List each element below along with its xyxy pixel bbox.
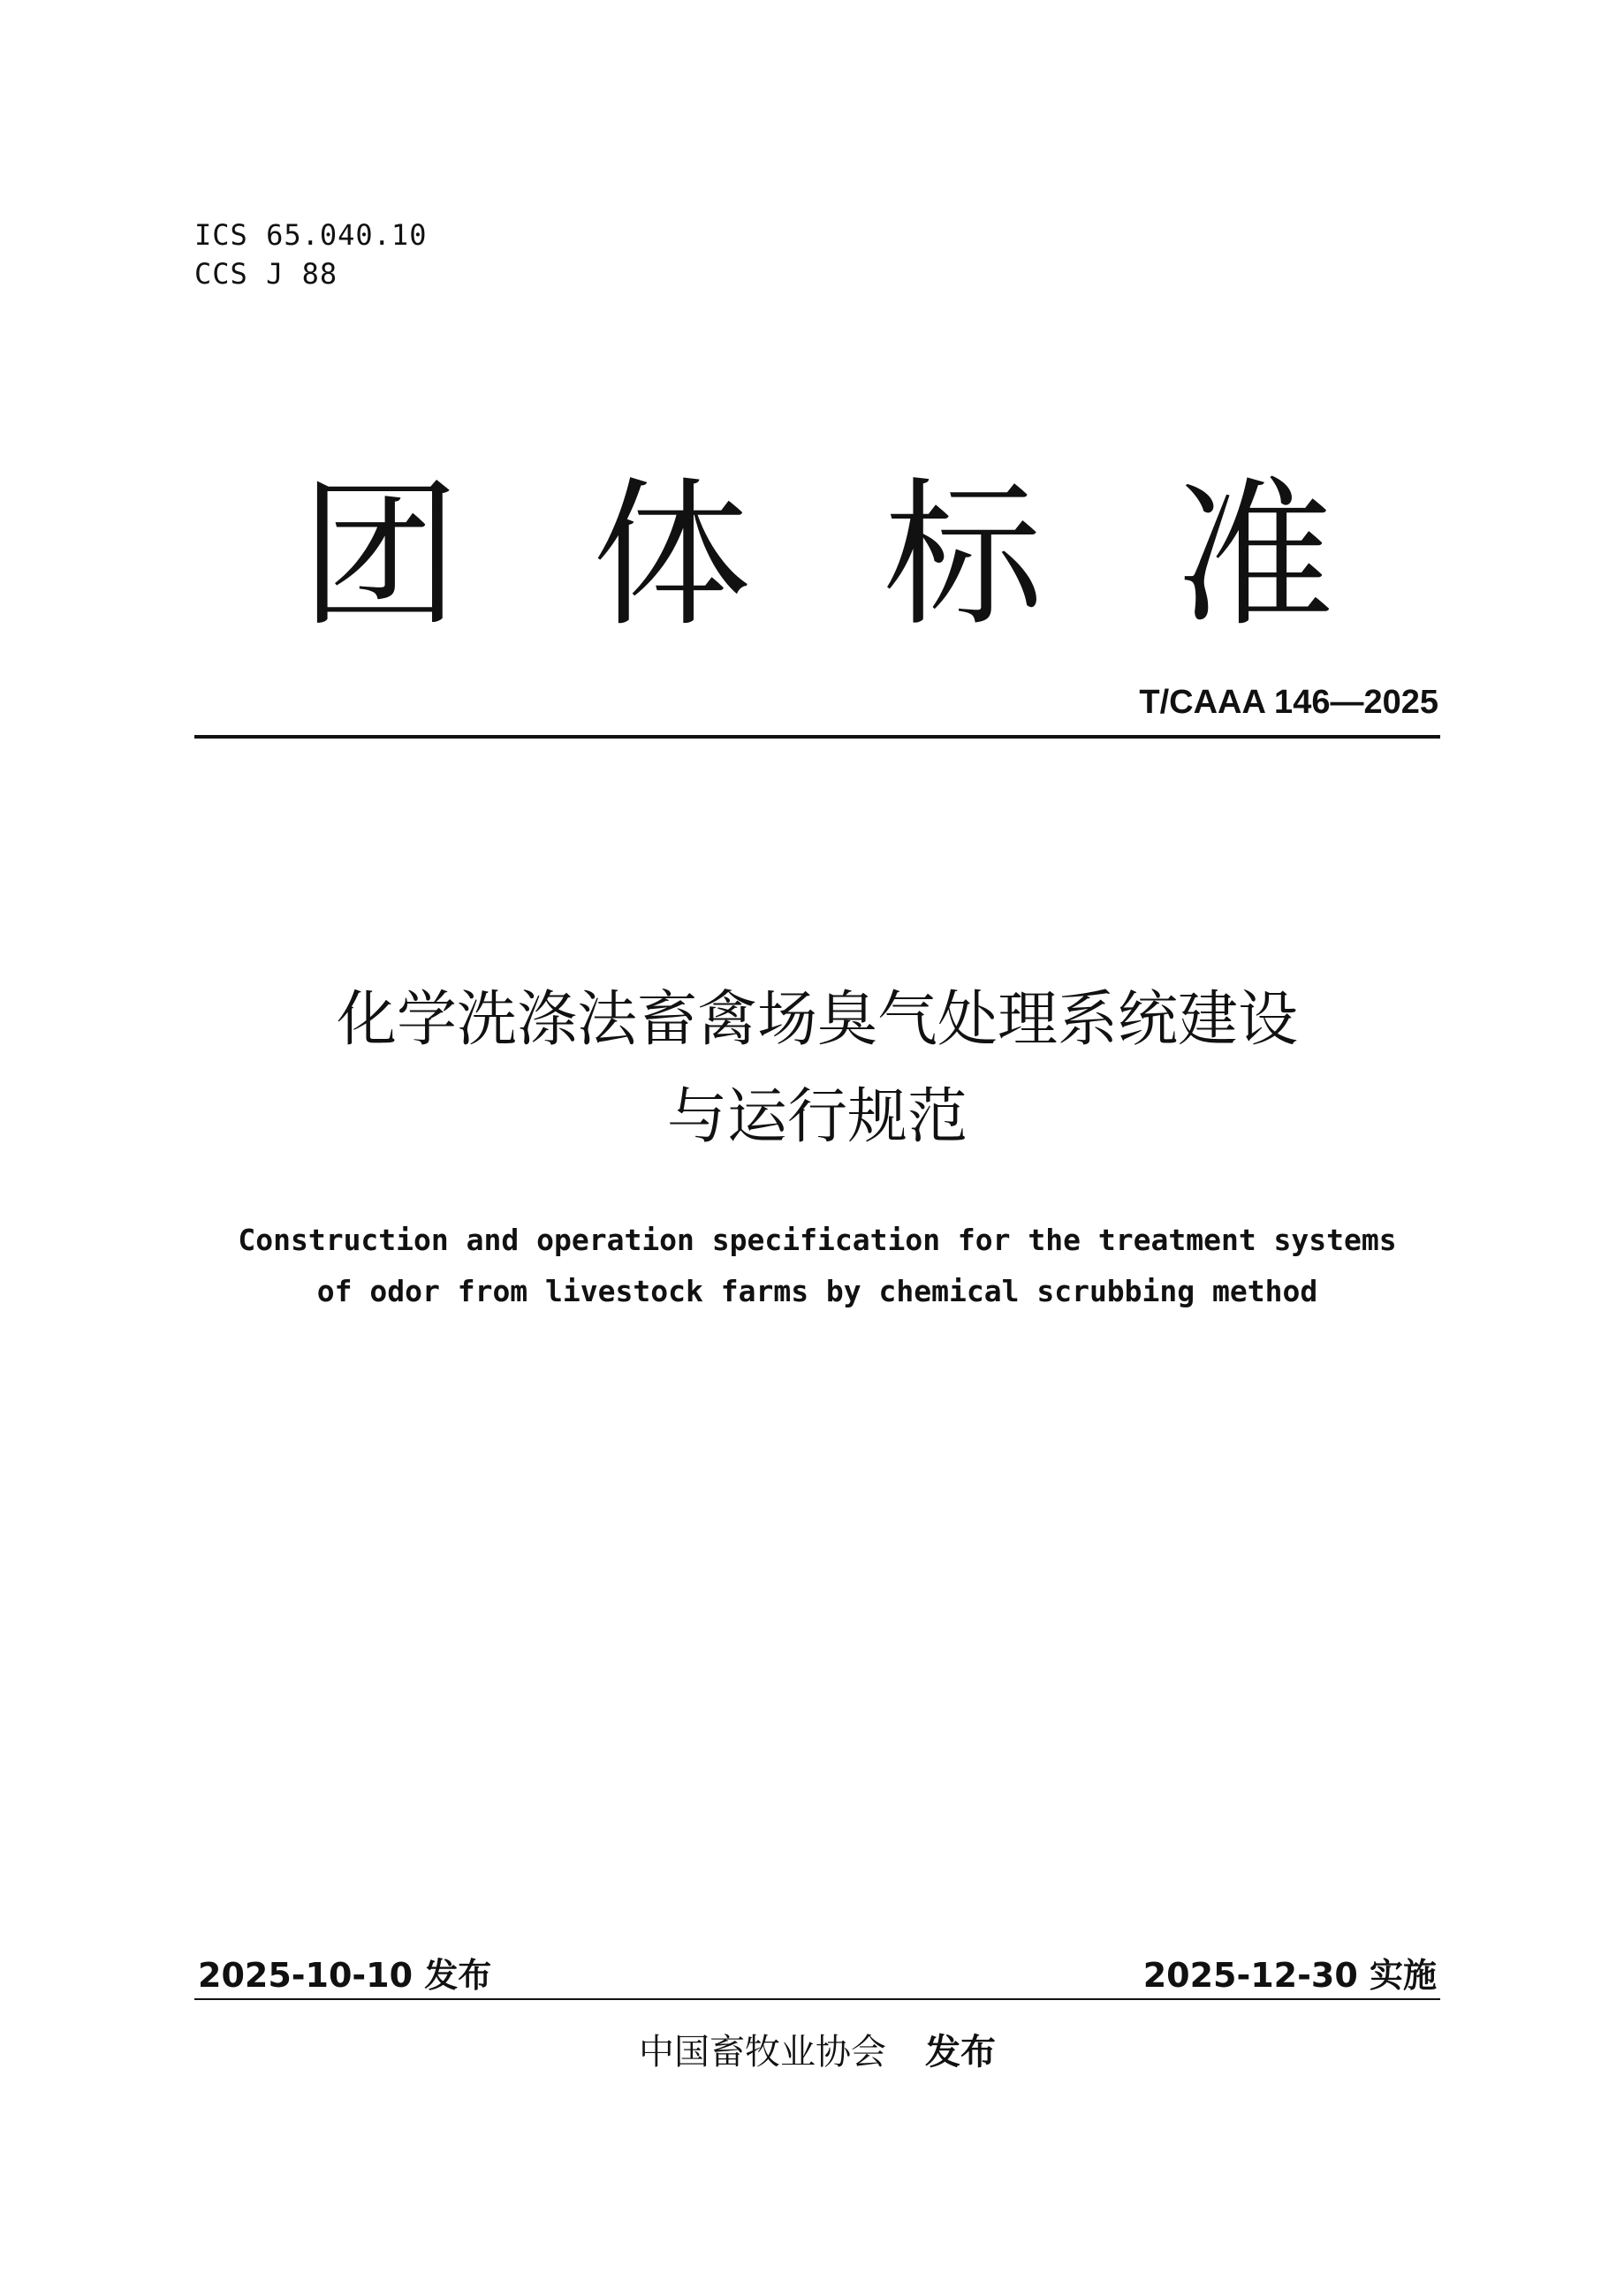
top-divider	[194, 735, 1440, 739]
standard-type-heading	[194, 464, 1440, 648]
standard-type-char-1: 团	[300, 464, 460, 648]
standard-number: T/CAAA 146—2025	[1139, 684, 1438, 721]
publisher-verb: 发布	[925, 2032, 996, 2072]
standard-type-char-2: 体	[591, 464, 751, 648]
english-title-line-1: Construction and operation specification for the treatment systems	[238, 1223, 1397, 1257]
english-title-line-2: of odor from livestock farms by chemical scrubbing method	[316, 1274, 1318, 1308]
standard-type-char-3: 标	[883, 464, 1043, 648]
english-title	[194, 1215, 1440, 1317]
chinese-title-line-1: 化学洗涤法畜禽场臭气处理系统建设	[336, 985, 1298, 1055]
chinese-title	[194, 972, 1440, 1166]
chinese-title-line-2: 与运行规范	[666, 1082, 968, 1152]
publisher-line	[194, 2028, 1440, 2076]
bottom-divider	[194, 1998, 1440, 2000]
standard-type-char-4: 准	[1174, 464, 1334, 648]
issue-date: 2025-10-10 发布	[198, 1956, 492, 1995]
implementation-date: 2025-12-30 实施	[1142, 1956, 1437, 1995]
ccs-code: CCS J 88	[194, 257, 338, 291]
publisher-name: 中国畜牧业协会	[639, 2032, 886, 2072]
classification-codes	[194, 216, 427, 293]
ics-code: ICS 65.040.10	[194, 218, 428, 252]
